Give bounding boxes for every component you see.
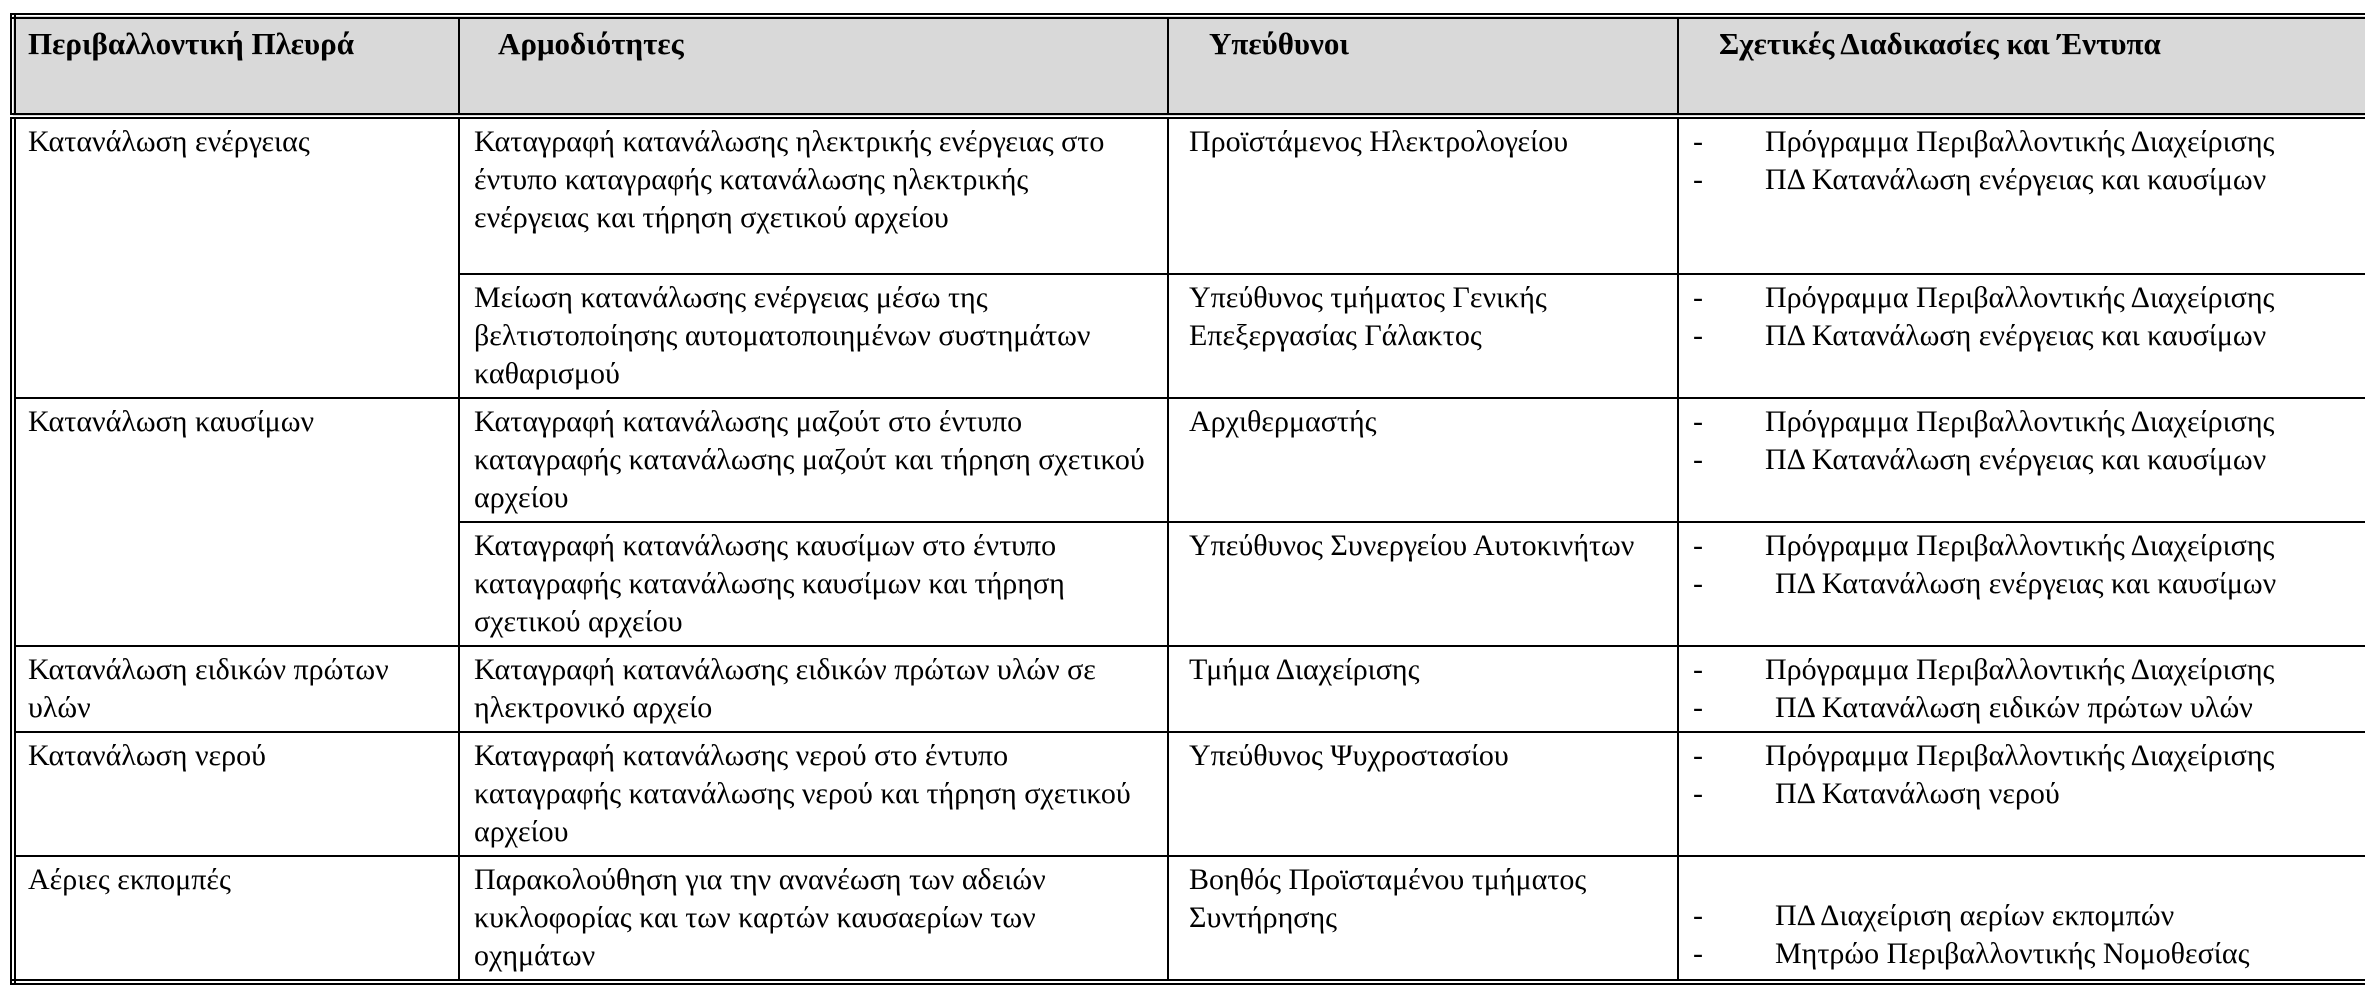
references-cell <box>1678 116 2365 274</box>
table-row <box>13 116 2365 274</box>
reference-item <box>1693 935 2365 973</box>
responsibility-cell: Καταγραφή κατανάλωσης καυσίμων στο έντυπο καταγραφής κατανάλωσης καυσίμων και τήρηση σχετικού αρχείου <box>459 522 1168 646</box>
reference-text: ΠΔ Κατανάλωση ενέργειας και καυσίμων <box>1765 319 2267 352</box>
owner-cell: Υπεύθυνος Συνεργείου Αυτοκινήτων <box>1168 522 1678 646</box>
owner-cell: Υπεύθυνος τμήματος Γενικής Επεξεργασίας Γάλακτος <box>1168 274 1678 398</box>
table-row <box>13 856 2365 982</box>
references-cell <box>1678 398 2365 522</box>
reference-item <box>1693 161 2365 199</box>
responsibility-cell: Καταγραφή κατανάλωσης μαζούτ στο έντυπο καταγραφής κατανάλωσης μαζούτ και τήρηση σχετικού αρχείου <box>459 398 1168 522</box>
aspect-cell: Κατανάλωση ειδικών πρώτων υλών <box>13 646 459 732</box>
reference-item <box>1693 897 2365 935</box>
aspect-cell: Αέριες εκπομπές <box>13 856 459 982</box>
bullet-dash: - <box>1693 125 1703 158</box>
bullet-dash: - <box>1693 691 1703 724</box>
reference-text: ΠΔ Κατανάλωση ενέργειας και καυσίμων <box>1765 443 2267 476</box>
bullet-dash: - <box>1693 319 1703 352</box>
table-row <box>13 646 2365 732</box>
responsibility-cell: Καταγραφή κατανάλωσης ειδικών πρώτων υλών σε ηλεκτρονικό αρχείο <box>459 646 1168 732</box>
reference-item <box>1693 279 2365 317</box>
reference-text: Πρόγραμμα Περιβαλλοντικής Διαχείρισης <box>1765 653 2275 686</box>
owner-cell: Τμήμα Διαχείρισης <box>1168 646 1678 732</box>
bullet-dash: - <box>1693 899 1703 932</box>
table-row <box>13 398 2365 522</box>
reference-item <box>1693 317 2365 355</box>
reference-text: Πρόγραμμα Περιβαλλοντικής Διαχείρισης <box>1765 125 2275 158</box>
reference-text: ΠΔ Κατανάλωση ειδικών πρώτων υλών <box>1775 691 2253 724</box>
header-procedures-forms <box>1678 16 2365 116</box>
bullet-dash: - <box>1693 777 1703 810</box>
reference-text: Πρόγραμμα Περιβαλλοντικής Διαχείρισης <box>1765 281 2275 314</box>
reference-item <box>1693 403 2365 441</box>
responsibility-cell: Καταγραφή κατανάλωσης νερού στο έντυπο καταγραφής κατανάλωσης νερού και τήρηση σχετικού αρχείου <box>459 732 1168 856</box>
bullet-dash: - <box>1693 739 1703 772</box>
bullet-dash: - <box>1693 405 1703 438</box>
reference-text: ΠΔ Κατανάλωση νερού <box>1775 777 2060 810</box>
reference-item <box>1693 651 2365 689</box>
reference-text: ΠΔ Κατανάλωση ενέργειας και καυσίμων <box>1775 567 2277 600</box>
owner-cell: Αρχιθερμαστής <box>1168 398 1678 522</box>
owner-cell: Βοηθός Προϊσταμένου τμήματος Συντήρησης <box>1168 856 1678 982</box>
responsibilities-table <box>10 13 2365 985</box>
bullet-dash: - <box>1693 443 1703 476</box>
bullet-dash: - <box>1693 163 1703 196</box>
references-cell <box>1678 522 2365 646</box>
bullet-dash: - <box>1693 529 1703 562</box>
bullet-dash: - <box>1693 567 1703 600</box>
reference-item <box>1693 565 2365 603</box>
header-label: Περιβαλλοντική Πλευρά <box>28 26 355 61</box>
owner-cell: Υπεύθυνος Ψυχροστασίου <box>1168 732 1678 856</box>
references-cell <box>1678 646 2365 732</box>
reference-text: ΠΔ Διαχείριση αερίων εκπομπών <box>1775 899 2175 932</box>
header-owners <box>1168 16 1678 116</box>
reference-item <box>1693 775 2365 813</box>
header-responsibilities <box>459 16 1168 116</box>
aspect-cell: Κατανάλωση καυσίμων <box>13 398 459 646</box>
bullet-dash: - <box>1693 281 1703 314</box>
bullet-dash: - <box>1693 937 1703 970</box>
reference-item <box>1693 689 2365 727</box>
reference-text: Μητρώο Περιβαλλοντικής Νομοθεσίας <box>1775 937 2250 970</box>
responsibility-cell: Παρακολούθηση για την ανανέωση των αδειών κυκλοφορίας και των καρτών καυσαερίων των οχημάτων <box>459 856 1168 982</box>
table-row <box>13 732 2365 856</box>
reference-text: Πρόγραμμα Περιβαλλοντικής Διαχείρισης <box>1765 739 2275 772</box>
reference-item <box>1693 441 2365 479</box>
header-label: Υπεύθυνοι <box>1209 26 1349 61</box>
header-environmental-aspect <box>13 16 459 116</box>
reference-text: Πρόγραμμα Περιβαλλοντικής Διαχείρισης <box>1765 529 2275 562</box>
reference-item <box>1693 123 2365 161</box>
aspect-cell: Κατανάλωση ενέργειας <box>13 116 459 398</box>
references-cell <box>1678 274 2365 398</box>
aspect-cell: Κατανάλωση νερού <box>13 732 459 856</box>
responsibility-cell: Καταγραφή κατανάλωσης ηλεκτρικής ενέργειας στο έντυπο καταγραφής κατανάλωσης ηλεκτρικής ενέργειας και τήρηση σχετικού αρχείου <box>459 116 1168 274</box>
table-header-row <box>13 16 2365 116</box>
reference-item <box>1693 527 2365 565</box>
header-label: Σχετικές Διαδικασίες και Έντυπα <box>1719 26 2161 61</box>
reference-text: ΠΔ Κατανάλωση ενέργειας και καυσίμων <box>1765 163 2267 196</box>
references-cell <box>1678 732 2365 856</box>
references-cell <box>1678 856 2365 982</box>
owner-cell: Προϊστάμενος Ηλεκτρολογείου <box>1168 116 1678 274</box>
header-label: Αρμοδιότητες <box>498 26 684 61</box>
bullet-dash: - <box>1693 653 1703 686</box>
reference-item <box>1693 737 2365 775</box>
reference-text: Πρόγραμμα Περιβαλλοντικής Διαχείρισης <box>1765 405 2275 438</box>
responsibility-cell: Μείωση κατανάλωσης ενέργειας μέσω της βελτιστοποίησης αυτοματοποιημένων συστημάτων καθαρισμού <box>459 274 1168 398</box>
